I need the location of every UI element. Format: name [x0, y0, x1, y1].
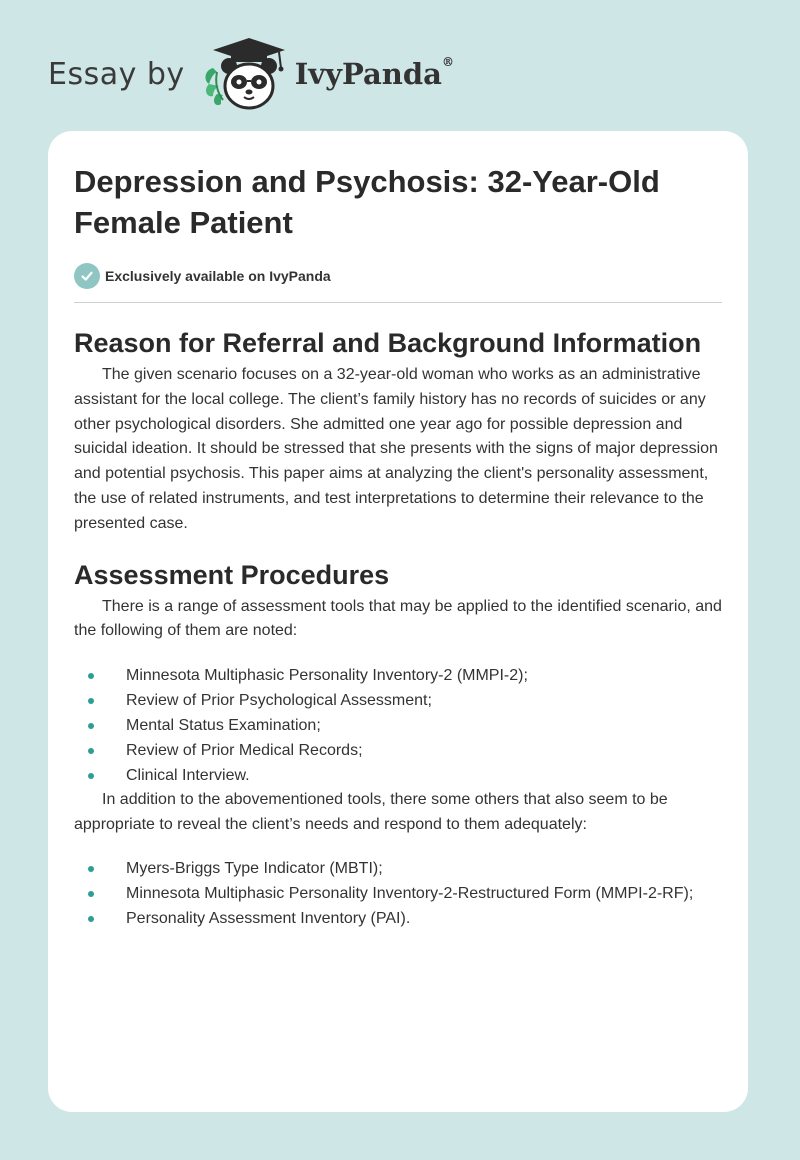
bullet-dot-icon: [88, 673, 94, 679]
bullet-dot-icon: [88, 698, 94, 704]
section-heading-referral: Reason for Referral and Background Information: [74, 328, 702, 358]
list-item-text: Minnesota Multiphasic Personality Inventory-2-Restructured Form (MMPI-2-RF);: [126, 884, 694, 902]
exclusive-badge: [74, 263, 722, 289]
essay-card: [48, 131, 748, 1112]
bullet-dot-icon: [88, 916, 94, 922]
list-item: [74, 738, 722, 763]
list-item: [74, 856, 722, 881]
paragraph-assessment-intro: There is a range of assessment tools that may be applied to the identified scenario, and the following of them are noted:: [74, 597, 722, 640]
registered-mark: ®: [441, 55, 454, 69]
bullet-dot-icon: [88, 773, 94, 779]
panda-graduate-icon: [199, 34, 291, 114]
list-item: [74, 688, 722, 713]
list-item: [74, 906, 722, 931]
paragraph-additional-tools: In addition to the abovementioned tools, there some others that also seem to be appropriate to reveal the client’s needs and respond to them adequately:: [74, 791, 668, 833]
check-circle-icon: [74, 263, 100, 289]
paragraph-background: The given scenario focuses on a 32-year-old woman who works as an administrative assistant for the local college. The client’s family history has no records of suicides or any other psychological disorders. She admitted one year ago for possible depression and suicidal ideation. It should be stressed that she presents with the signs of major depression and potential psychosis. This paper aims at analyzing the client's personality assessment, the use of related instruments, and test interpretations to determine their relevance to the presented case.: [74, 366, 718, 532]
list-item-text: Minnesota Multiphasic Personality Inventory-2 (MMPI-2);: [126, 667, 528, 685]
bullet-dot-icon: [88, 891, 94, 897]
bullet-dot-icon: [88, 748, 94, 754]
list-item-text: Personality Assessment Inventory (PAI).: [126, 909, 411, 927]
list-item: [74, 763, 722, 788]
title-divider: [74, 302, 722, 303]
list-item-text: Myers-Briggs Type Indicator (MBTI);: [126, 859, 383, 877]
list-item: [74, 713, 722, 738]
list-item-text: Mental Status Examination;: [126, 717, 321, 735]
page-title: Depression and Psychosis: 32-Year-Old Female Patient: [74, 164, 660, 240]
list-item: [74, 881, 722, 906]
section-heading-assessment: Assessment Procedures: [74, 559, 390, 590]
list-item-text: Review of Prior Medical Records;: [126, 742, 363, 760]
brand-header: [48, 34, 454, 114]
essay-by-label: Essay by: [48, 56, 185, 92]
list-item-text: Review of Prior Psychological Assessment;: [126, 692, 432, 710]
list-item-text: Clinical Interview.: [126, 767, 250, 785]
assessment-tools-list: [74, 663, 722, 788]
exclusive-label: Exclusively available on IvyPanda: [105, 268, 331, 284]
additional-tools-list: [74, 856, 722, 931]
list-item: [74, 663, 722, 688]
brand-name: [295, 57, 454, 91]
bullet-dot-icon: [88, 723, 94, 729]
brand-name-text: IvyPanda: [294, 57, 442, 91]
bullet-dot-icon: [88, 866, 94, 872]
